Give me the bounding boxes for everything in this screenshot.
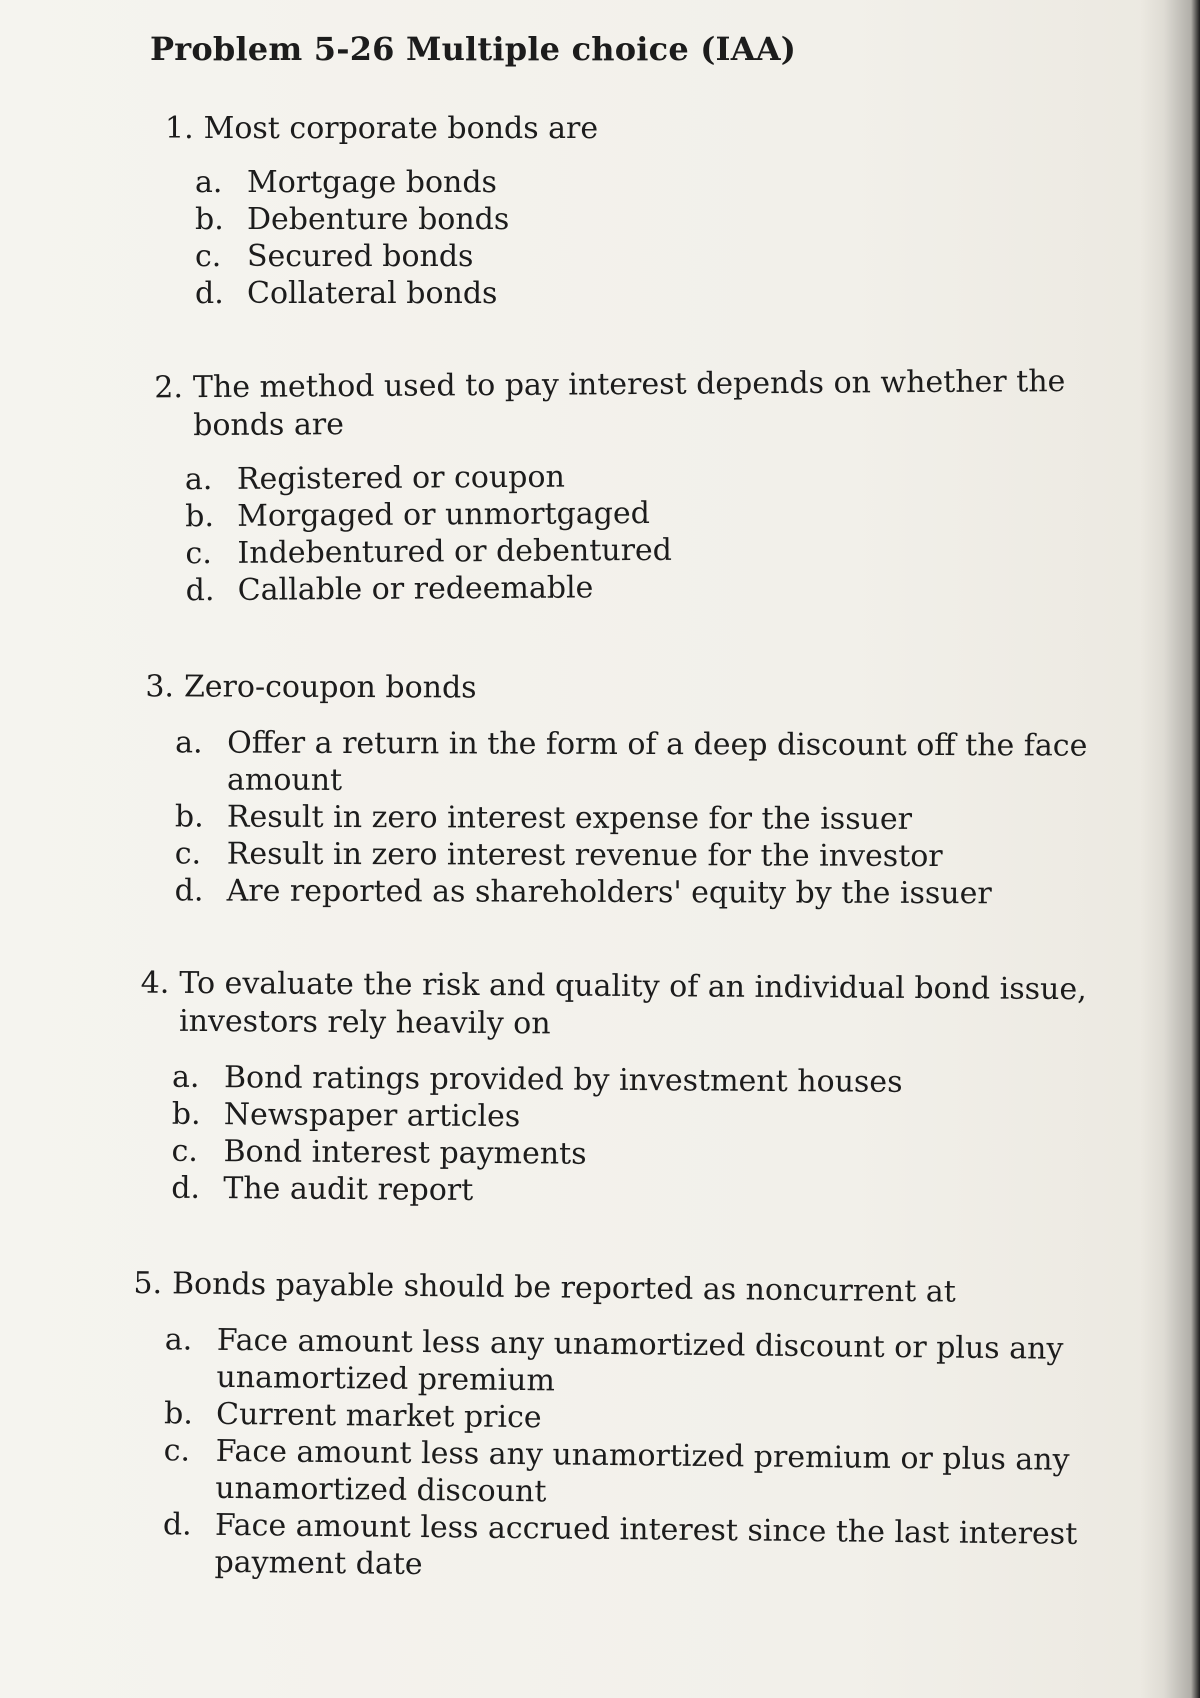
option-text: Mortgage bonds [247,165,497,200]
question-stem [140,965,1121,1048]
option-text: Result in zero interest expense for the issuer [226,799,913,837]
option-text: Are reported as shareholders' equity by the issuer [226,873,992,912]
question-number: 5. [133,1265,163,1302]
question-number: 3. [145,669,175,705]
option-letter: a. [175,725,203,761]
question-stem [145,668,1125,709]
option-letter: d. [185,573,215,609]
option-letter: c. [171,1133,199,1169]
question-5 [130,1265,1093,1590]
answer-options [185,455,1136,610]
option-letter: d. [195,276,224,311]
option-letter: b. [163,1396,194,1432]
question-stem [154,363,1135,446]
option-text: The audit report [223,1171,474,1208]
option-text: Callable or redeemable [237,570,594,608]
question-number: 1. [165,111,194,146]
page-binding-shadow [1140,0,1200,1698]
question-4 [139,965,1121,1214]
option-a [195,164,1145,201]
option-text: Registered or coupon [236,459,565,497]
option-letter: a. [164,1322,193,1358]
option-letter: d. [162,1507,192,1543]
option-letter: a. [195,165,223,200]
option-d [175,872,1125,912]
option-text: Face amount less any unamortized premium or plus any unamortized discount [215,1433,1070,1510]
option-b [195,201,1145,238]
question-text: To evaluate the risk and quality of an individual bond issue, investors rely heavily on [178,965,1087,1042]
option-text: Offer a return in the form of a deep discount off the face amount [226,725,1088,798]
option-text: Face amount less accrued interest since the last interest payment date [214,1507,1078,1583]
option-d [186,566,1136,610]
option-letter: a. [171,1059,200,1095]
option-text: Bond interest payments [223,1134,587,1172]
question-stem [133,1265,1093,1313]
option-c [195,238,1145,275]
option-text: Collateral bonds [247,276,498,311]
question-text: Zero-coupon bonds [183,669,477,706]
option-text: Secured bonds [247,239,474,274]
answer-options [162,1321,1093,1590]
question-3 [145,668,1126,912]
option-letter: a. [184,462,213,498]
option-letter: b. [195,202,224,237]
option-d [195,275,1145,312]
option-letter: b. [174,799,204,835]
page-title: Problem 5-26 Multiple choice (IAA) [150,30,797,68]
option-text: Newspaper articles [223,1097,521,1135]
question-number: 4. [140,965,170,1001]
option-b [175,798,1125,838]
option-text: Result in zero interest revenue for the investor [226,836,943,875]
question-text: The method used to pay interest depends on whether the bonds are [192,364,1066,444]
option-text: Morgaged or unmortgaged [237,495,650,534]
option-letter: c. [185,536,212,572]
option-c [163,1432,1092,1516]
option-text: Debenture bonds [247,202,510,237]
answer-options [195,164,1145,312]
option-text: Face amount less any unamortized discount or plus any unamortized premium [216,1322,1064,1399]
option-letter: c. [195,239,222,274]
option-text: Indebentured or debentured [237,532,673,571]
option-letter: b. [171,1096,201,1133]
answer-options [171,1059,1120,1214]
option-a [164,1321,1093,1405]
answer-options [175,724,1126,912]
option-text: Current market price [215,1396,542,1436]
option-letter: c. [174,836,202,872]
option-c [175,835,1125,875]
option-letter: d. [171,1170,201,1207]
question-2 [154,363,1136,610]
question-text: Most corporate bonds are [203,111,599,146]
option-letter: c. [163,1433,191,1469]
option-a [175,724,1125,801]
question-1 [165,110,1145,312]
question-number: 2. [154,370,184,406]
option-letter: b. [185,499,215,535]
question-stem [165,110,1145,148]
option-d [171,1170,1119,1214]
option-letter: d. [174,873,204,909]
question-text: Bonds payable should be reported as noncurrent at [171,1266,956,1310]
option-d [162,1506,1091,1590]
option-text: Bond ratings provided by investment houses [223,1060,903,1100]
